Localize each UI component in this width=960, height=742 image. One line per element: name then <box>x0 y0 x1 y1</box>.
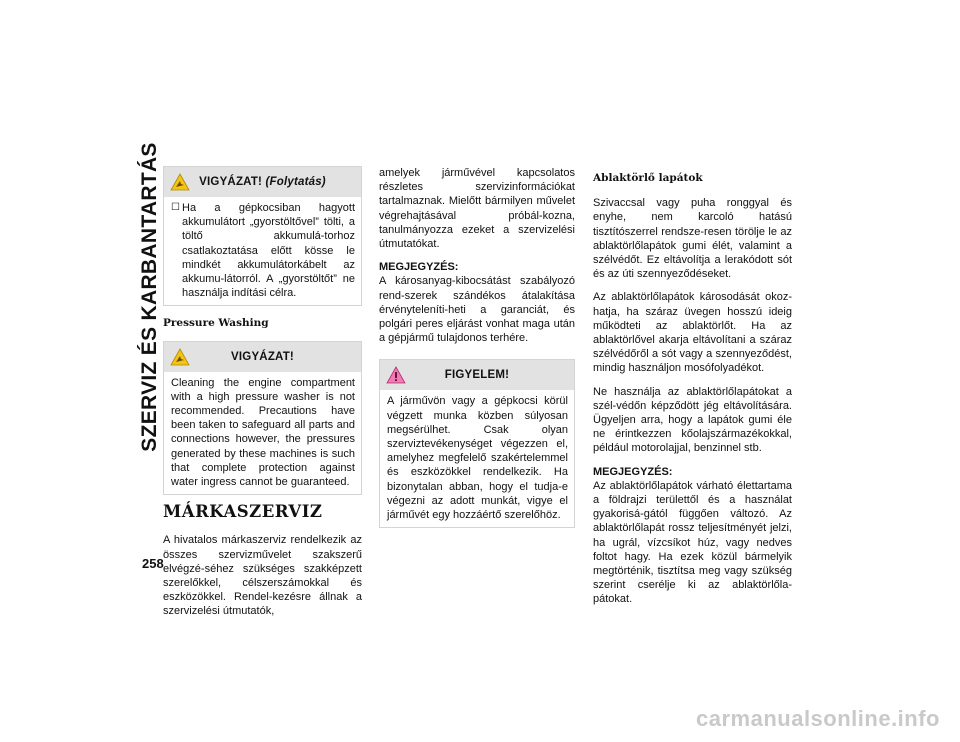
wiper-paragraph-2: Az ablaktörlőlapátok károsodását okoz-hatja, ha száraz üvegen hosszú ideig működteti az ablaktörlőt. Ha az ablaktörlővel akarja eltávolítani a száraz szélvédőről a sót vagy a szennyeződést, mindig használjon mosófolyadékot. <box>593 291 792 375</box>
caution-title <box>199 175 326 189</box>
column-right <box>593 166 792 607</box>
caution-body-text: Cleaning the engine compartment with a high pressure washer is not recommended. Precautions have been taken to safeguard all parts and connections however, the pressures generated by these machines is such that complete protection against water ingress cannot be guaranteed. <box>171 376 355 489</box>
caution-triangle-icon <box>170 348 190 366</box>
list-item <box>171 201 355 300</box>
continued-paragraph: amelyek járművével kapcsolatos részletes szervizinformációkat tartalmaznak. Mielőtt bármilyen művelet végrehajtásával próbál-kozna, tanulmányozza ezeket a szervizelési útmutatókat. <box>379 167 575 251</box>
caution-header <box>164 342 361 372</box>
side-title-text: SZERVIZ ÉS KARBANTARTÁS <box>138 142 161 452</box>
note-text: A károsanyag-kibocsátást szabályozó rend-szerek szándékos átalakítása érvényteleníti-heti a garanciát, és polgári peres eljárást vonhat maga után a gépjármű tulajdonos terhére. <box>379 275 575 345</box>
wiper-paragraph-1: Szivaccsal vagy puha ronggyal és enyhe, nem karcoló hatású tisztítószerrel rendsze-resen törölje le az ablaktörlőlapátok gumi élét, valamint a szélvédőt. Ez eltávolítja a lerakódott sót és az úti szennyeződéseket. <box>593 197 792 281</box>
column-left <box>163 166 362 628</box>
warning-triangle-icon <box>386 366 406 384</box>
note-block <box>379 260 575 345</box>
side-section-title <box>135 142 165 452</box>
pressure-washing-heading: Pressure Washing <box>163 317 269 330</box>
warning-title: FIGYELEM! <box>444 369 510 382</box>
wiper-blades-heading: Ablaktörlő lapátok <box>593 172 703 184</box>
caution-box-continued <box>163 166 362 306</box>
caution-title: VIGYÁZAT! <box>231 350 294 363</box>
caution-title-suffix: (Folytatás) <box>265 175 326 188</box>
intro-paragraph: A hivatalos márkaszerviz rendelkezik az összes szervizművelet szakszerű elvégzé-séhez szükséges szakképzett szerelőkkel, célszerszámokkal és eszközökkel. Rendel-kezésre állnak a szervizelési útmutatók, <box>163 534 362 618</box>
caution-triangle-icon <box>170 173 190 191</box>
note-text: Az ablaktörlőlapátok várható élettartama a földrajzi területtől és a használat gyakorisá-gától függően változó. Az ablaktörlőlapát rossz teljesítményét jelzi, ha ugrál, vízcsíkot húz, vagy nedves foltot hagy. Ha ezek közül bármelyik megtörténik, tisztítsa meg vagy szükség szerint cserélje ki az ablaktörlőla-pátokat. <box>593 479 792 606</box>
caution-header <box>164 167 361 197</box>
note-block <box>593 465 792 607</box>
warning-body-text: A járművön vagy a gépkocsi körül végzett munka közben súlyosan megsérülhet. Csak olyan szerviztevékenységet végezzen el, amelyhez megfelelő szakértelemmel és eszközökkel rendelkezik. Ha bizonytalan abban, hogy el tudja-e végezni az adott munkát, vigye el járművét egy hozzáértő szerelőhöz. <box>387 395 568 522</box>
watermark: carmanualsonline.info <box>696 706 940 731</box>
caution-title-text: VIGYÁZAT! <box>199 175 263 188</box>
main-heading: MÁRKASZERVIZ <box>163 502 323 522</box>
caution-item-text: Ha a gépkocsiban hagyott akkumulátort „gyorstöltővel” tölti, a töltő akkumulá-torhoz csatlakoztatása előtt kösse le mindkét akkumulátorkábelt az akkumu-látorról. A „gyorstöltőt” ne használja indítási célra. <box>182 202 355 300</box>
warning-box <box>379 359 575 528</box>
page-number: 258 <box>142 556 164 571</box>
note-label: MEGJEGYZÉS: <box>593 465 673 478</box>
caution-box-pressure <box>163 341 362 496</box>
column-middle <box>379 166 575 538</box>
wiper-paragraph-3: Ne használja az ablaktörlőlapátokat a szél-védőn képződött jég eltávolítására. Ügyeljen arra, hogy a lapátok gumi éle ne érintkezzen kőolajszármazékokkal, például motorolajjal, benzinnel stb. <box>593 385 792 455</box>
warning-header <box>380 360 574 390</box>
caution-body <box>164 197 361 305</box>
checkbox-icon: ☐ <box>171 202 180 213</box>
note-label: MEGJEGYZÉS: <box>379 261 459 274</box>
